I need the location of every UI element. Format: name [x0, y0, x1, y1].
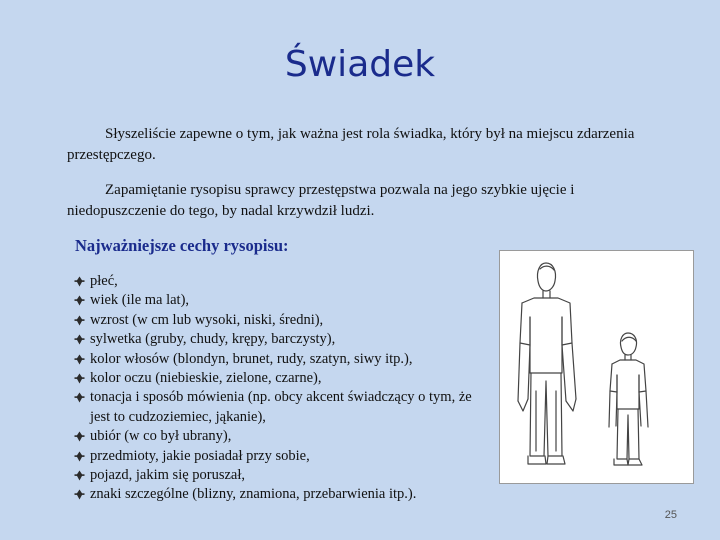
trait-text: kolor włosów (blondyn, brunet, rudy, szatyn, siwy itp.),	[90, 350, 413, 367]
list-item	[73, 330, 493, 349]
pen-nib-icon	[74, 489, 85, 500]
trait-text: płeć,	[90, 273, 118, 289]
trait-text: przedmioty, jakie posiadał przy sobie,	[90, 447, 310, 464]
pen-nib-icon	[74, 470, 85, 481]
man-and-boy-sketch	[499, 250, 694, 484]
list-item	[73, 388, 493, 427]
pen-nib-icon	[74, 295, 85, 306]
traits-list	[73, 272, 493, 505]
trait-text: sylwetka (gruby, chudy, krępy, barczysty),	[90, 331, 336, 348]
pen-nib-icon	[74, 334, 85, 345]
list-item	[73, 311, 493, 330]
trait-text: pojazd, jakim się poruszał,	[90, 467, 246, 484]
traits-heading: Najważniejsze cechy rysopisu:	[75, 236, 289, 255]
list-item	[73, 291, 493, 310]
list-item	[73, 369, 493, 388]
page-number: 25	[664, 509, 677, 521]
pen-nib-icon	[74, 354, 85, 365]
trait-text: tonacja i sposób mówienia (np. obcy akcent świadczący o tym, że jest to cudzoziemiec, jąkanie),	[90, 389, 472, 425]
pen-nib-icon	[74, 315, 85, 326]
trait-text: wzrost (w cm lub wysoki, niski, średni),	[90, 311, 324, 328]
list-item	[73, 427, 493, 446]
intro-paragraph: Słyszeliście zapewne o tym, jak ważna jest rola świadka, który był na miejscu zdarzenia przestępczego.	[67, 126, 635, 163]
trait-text: ubiór (w co był ubrany),	[90, 428, 232, 445]
list-item	[73, 447, 493, 466]
sketch-drawing	[500, 251, 693, 483]
list-item	[73, 350, 493, 369]
pen-nib-icon	[74, 276, 85, 287]
trait-text: wiek (ile ma lat),	[90, 292, 190, 309]
description-paragraph: Zapamiętanie rysopisu sprawcy przestępstwa pozwala na jego szybkie ujęcie i niedopuszczenie do tego, by nadal krzywdził ludzi.	[67, 182, 575, 219]
pen-nib-icon	[74, 373, 85, 384]
list-item	[73, 466, 493, 485]
pen-nib-icon	[74, 451, 85, 462]
list-item	[73, 485, 493, 504]
slide-title: Świadek	[284, 44, 436, 85]
pen-nib-icon	[74, 431, 85, 442]
trait-text: kolor oczu (niebieskie, zielone, czarne),	[90, 370, 322, 387]
trait-text: znaki szczególne (blizny, znamiona, przebarwienia itp.).	[90, 486, 417, 503]
pen-nib-icon	[74, 392, 85, 403]
list-item	[73, 272, 493, 291]
